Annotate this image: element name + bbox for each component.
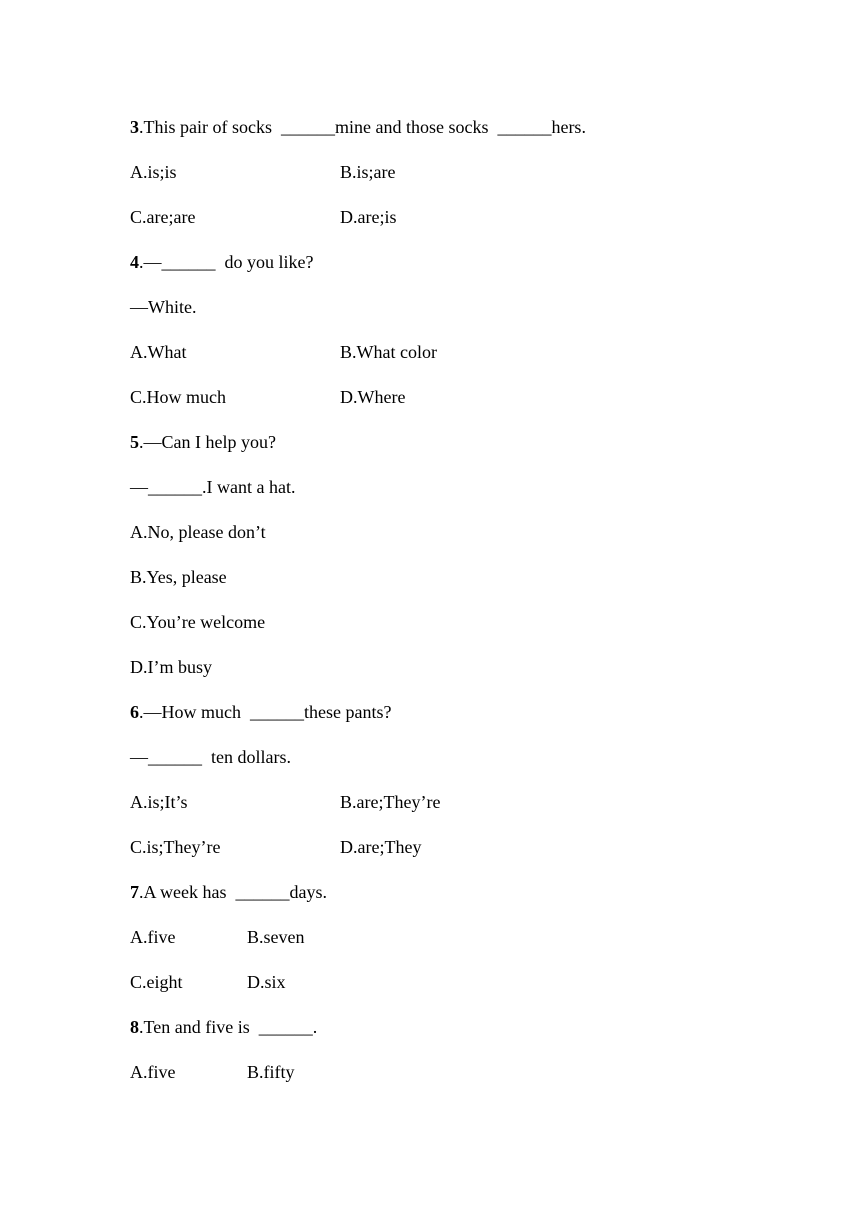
question-4-stem <box>130 250 313 274</box>
question-4-reply: —White. <box>130 297 197 317</box>
option-a: A.five <box>130 1062 176 1082</box>
question-3-stem <box>130 115 586 139</box>
question-number: 3 <box>130 117 139 137</box>
option-c: C.are;are <box>130 207 196 227</box>
option-b: B.Yes, please <box>130 567 227 587</box>
question-text: .This pair of socks ______mine and those socks ______hers. <box>139 117 586 137</box>
question-text: .A week has ______days. <box>139 882 327 902</box>
option-b: B.seven <box>247 927 305 947</box>
question-text: .Ten and five is ______. <box>139 1017 318 1037</box>
option-c: C.How much <box>130 387 226 407</box>
option-b: B.fifty <box>247 1062 295 1082</box>
option-a: A.five <box>130 927 176 947</box>
option-d: D.six <box>247 972 286 992</box>
option-d: D.are;They <box>340 837 422 857</box>
option-c: C.You’re welcome <box>130 612 266 632</box>
question-number: 4 <box>130 252 139 272</box>
option-c: C.eight <box>130 972 183 992</box>
question-5-reply: —______.I want a hat. <box>130 477 296 497</box>
question-6-reply: —______ ten dollars. <box>130 747 291 767</box>
option-a: A.What <box>130 342 187 362</box>
question-number: 7 <box>130 882 139 902</box>
option-b: B.What color <box>340 342 437 362</box>
question-8-stem <box>130 1015 317 1039</box>
question-text: .—Can I help you? <box>139 432 276 452</box>
question-number: 5 <box>130 432 139 452</box>
question-number: 8 <box>130 1017 139 1037</box>
question-text: .—How much ______these pants? <box>139 702 392 722</box>
question-5-stem <box>130 430 276 454</box>
option-a: A.is;is <box>130 162 177 182</box>
option-d: D.I’m busy <box>130 657 212 677</box>
question-text: .—______ do you like? <box>139 252 314 272</box>
question-7-stem <box>130 880 327 904</box>
option-d: D.Where <box>340 387 406 407</box>
option-d: D.are;is <box>340 207 397 227</box>
option-c: C.is;They’re <box>130 837 221 857</box>
option-b: B.are;They’re <box>340 792 441 812</box>
option-b: B.is;are <box>340 162 396 182</box>
question-6-stem <box>130 700 391 724</box>
question-number: 6 <box>130 702 139 722</box>
option-a: A.is;It’s <box>130 792 188 812</box>
option-a: A.No, please don’t <box>130 522 266 542</box>
